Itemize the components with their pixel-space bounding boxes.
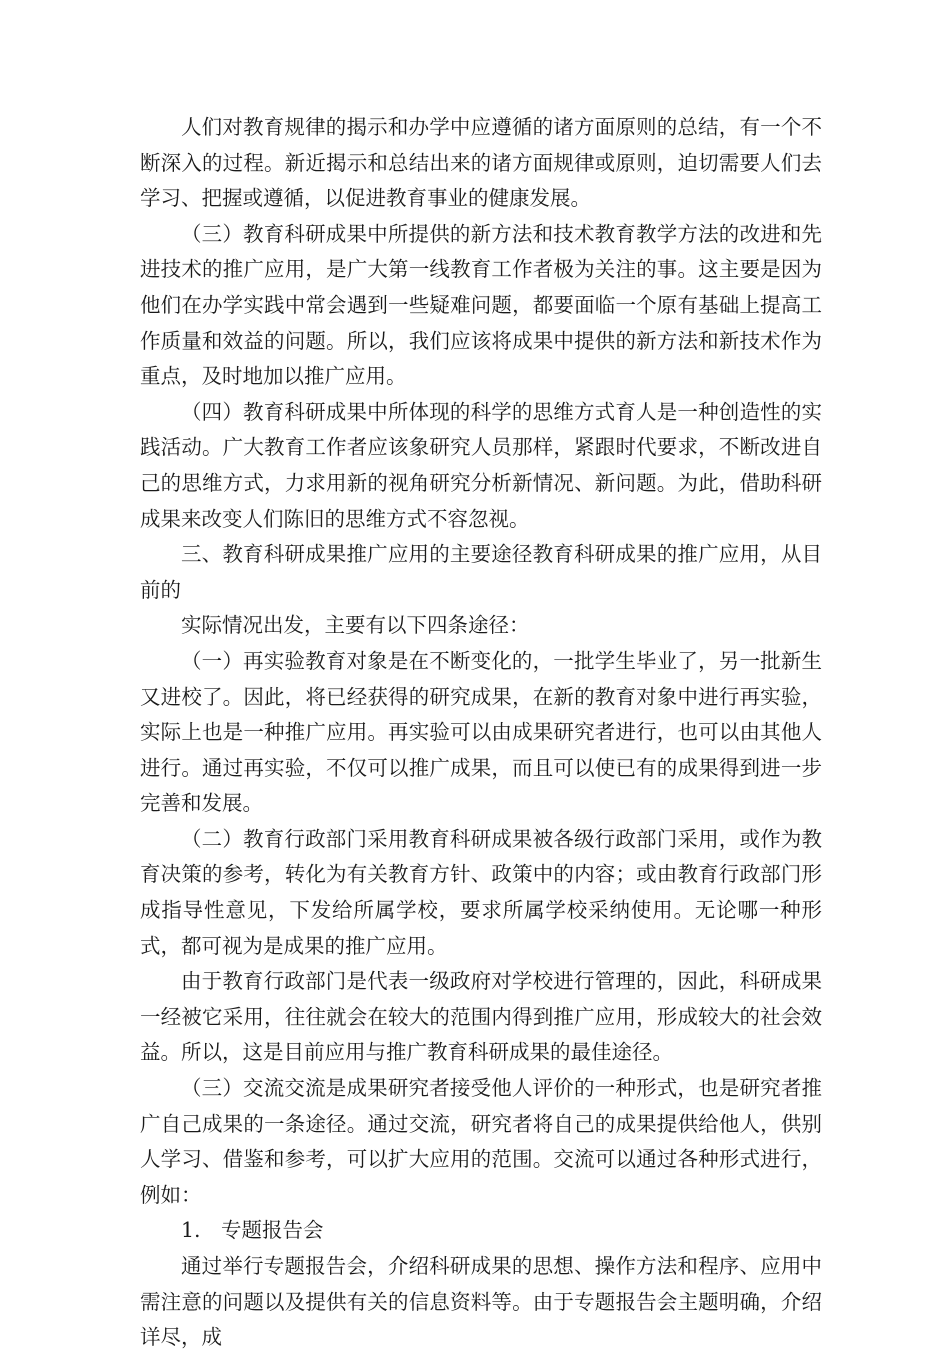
paragraph-new-methods: （三）教育科研成果中所提供的新方法和技术教育教学方法的改进和先进技术的推广应用，是广大第一线教育工作者极为关注的事。这主要是因为他们在办学实践中常会遇到一些疑难问题，都要面临一个原有基础上提高工作质量和效益的问题。所以，我们应该将成果中提供的新方法和新技术作为重点，及时地加以推广应用。 — [140, 221, 822, 389]
paragraph-administration: （二）教育行政部门采用教育科研成果被各级行政部门采用，或作为教育决策的参考，转化为有关教育方针、政策中的内容；或由教育行政部门形成指导性意见，下发给所属学校，要求所属学校采纳使用。无论哪一种形式，都可视为是成果的推广应用。 — [140, 826, 822, 958]
section-heading-promotion-paths: 三、教育科研成果推广应用的主要途径教育科研成果的推广应用，从目前的 — [140, 542, 822, 602]
paragraph-thinking-mode: （四）教育科研成果中所体现的科学的思维方式育人是一种创造性的实践活动。广大教育工作者应该象研究人员那样，紧跟时代要求，不断改进自己的思维方式，力求用新的视角研究分析新情况、新问题。为此，借助科研成果来改变人们陈旧的思维方式不容忽视。 — [140, 399, 822, 531]
document-page — [140, 110, 822, 1356]
paragraph-administration-benefit: 由于教育行政部门是代表一级政府对学校进行管理的，因此，科研成果一经被它采用，往往就会在较大的范围内得到推广应用，形成较大的社会效益。所以，这是目前应用与推广教育科研成果的最佳途径。 — [140, 969, 822, 1065]
paragraph-re-experiment: （一）再实验教育对象是在不断变化的，一批学生毕业了，另一批新生又进校了。因此，将已经获得的研究成果，在新的教育对象中进行再实验，实际上也是一种推广应用。再实验可以由成果研究者进行，也可以由其他人进行。通过再实验，不仅可以推广成果，而且可以使已有的成果得到进一步完善和发展。 — [140, 648, 822, 816]
section-heading-continuation: 实际情况出发，主要有以下四条途径： — [181, 613, 530, 638]
paragraph-report-meeting: 通过举行专题报告会，介绍科研成果的思想、操作方法和程序、应用中需注意的问题以及提供有关的信息资料等。由于专题报告会主题明确，介绍详尽，成 — [140, 1254, 822, 1350]
paragraph-principles: 人们对教育规律的揭示和办学中应遵循的诸方面原则的总结，有一个不断深入的过程。新近揭示和总结出来的诸方面规律或原则，迫切需要人们去学习、把握或遵循，以促进教育事业的健康发展。 — [140, 115, 822, 211]
list-item-report-meeting: 1. 专题报告会 — [181, 1218, 324, 1243]
paragraph-exchange: （三）交流交流是成果研究者接受他人评价的一种形式，也是研究者推广自己成果的一条途径。通过交流，研究者将自己的成果提供给他人，供别人学习、借鉴和参考，可以扩大应用的范围。交流可以通过各种形式进行，例如： — [140, 1076, 822, 1207]
